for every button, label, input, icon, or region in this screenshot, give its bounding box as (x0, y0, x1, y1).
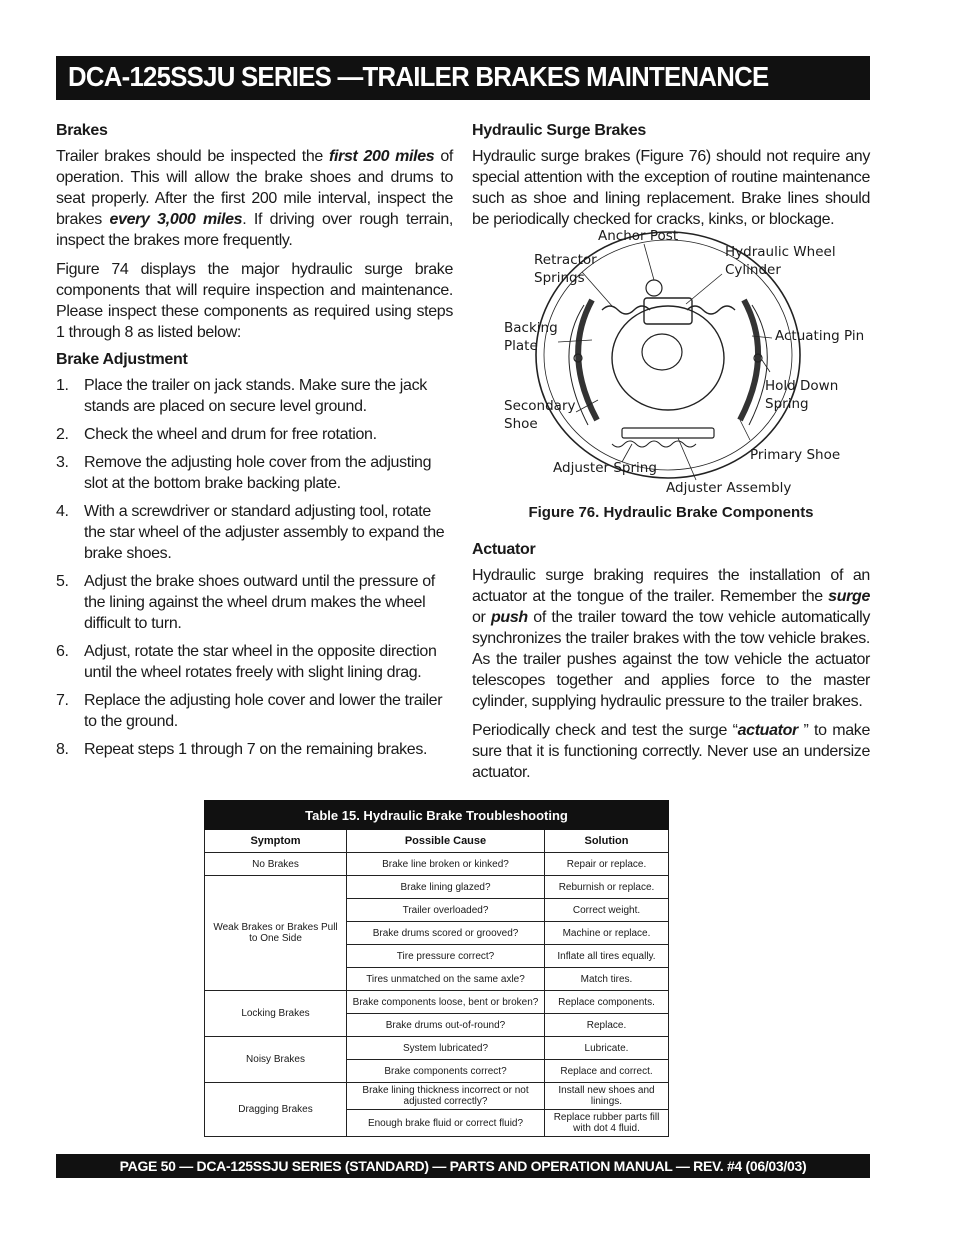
adjustment-step (56, 424, 453, 445)
label-cylinder: Cylinder (725, 262, 781, 278)
cause-cell: Brake components correct? (347, 1060, 545, 1083)
actuator-heading: Actuator (472, 541, 536, 558)
right-column (472, 122, 870, 791)
solution-cell: Machine or replace. (545, 922, 669, 945)
label-primary-shoe: Primary Shoe (750, 447, 841, 463)
cause-cell: Enough brake fluid or correct fluid? (347, 1110, 545, 1137)
solution-cell: Replace components. (545, 991, 669, 1014)
cause-cell: Brake components loose, bent or broken? (347, 991, 545, 1014)
text-run: Periodically check and test the surge “ (472, 722, 738, 739)
adjustment-step (56, 739, 453, 760)
label-retractor: Retractor (534, 252, 597, 268)
solution-cell: Match tires. (545, 968, 669, 991)
emphasis-push: push (490, 609, 528, 626)
actuator-paragraph-2 (472, 720, 870, 783)
troubleshooting-table-container (204, 800, 669, 1137)
text-run: Hydraulic surge braking requires the installation of an actuator at the tongue of the trailer. Remember the (472, 567, 870, 605)
label-adjuster-assembly: Adjuster Assembly (666, 480, 792, 496)
label-actuating-pin: Actuating Pin (775, 328, 865, 344)
retractor-spring-right (687, 306, 735, 314)
actuator-paragraph-1 (472, 565, 870, 712)
step-number: 4. (56, 503, 69, 520)
emphasis-every-3000-miles: every 3,000 miles (109, 211, 243, 228)
table-row (205, 991, 669, 1014)
cause-cell: Tire pressure correct? (347, 945, 545, 968)
label-shoe: Shoe (504, 416, 538, 432)
adjustment-step (56, 501, 453, 564)
hub-outline (612, 306, 724, 410)
step-number: 5. (56, 573, 69, 590)
step-number: 6. (56, 643, 69, 660)
step-text: Place the trailer on jack stands. Make sure the jack stands are placed on secure level ground. (84, 377, 427, 415)
text-run: or (472, 609, 491, 626)
brake-adjustment-heading: Brake Adjustment (56, 351, 188, 368)
step-text: Adjust the brake shoes outward until the pressure of the lining against the wheel drum makes the wheel difficult to turn. (84, 573, 435, 632)
label-hydraulic-wheel: Hydraulic Wheel (725, 244, 836, 260)
cause-cell: Tires unmatched on the same axle? (347, 968, 545, 991)
table-row (205, 1037, 669, 1060)
page-footer-bar (56, 1154, 870, 1178)
step-text: Remove the adjusting hole cover from the adjusting slot at the bottom brake backing plate. (84, 454, 432, 492)
anchor-post-shape (646, 280, 662, 296)
step-text: Repeat steps 1 through 7 on the remaining brakes. (84, 741, 428, 758)
step-number: 8. (56, 741, 69, 758)
step-number: 2. (56, 426, 69, 443)
solution-cell: Replace. (545, 1014, 669, 1037)
label-plate: Plate (504, 338, 538, 354)
table-row (205, 853, 669, 876)
table-row (205, 876, 669, 899)
text-run: ” to make sure that it is functioning correctly. Never use an undersize actuator. (472, 722, 870, 781)
troubleshooting-table (204, 800, 669, 1137)
col-header-symptom: Symptom (205, 830, 347, 853)
solution-cell: Reburnish or replace. (545, 876, 669, 899)
adjuster-spring-shape (612, 441, 696, 447)
symptom-cell: Locking Brakes (205, 991, 347, 1037)
left-column (56, 122, 453, 767)
label-backing: Backing (504, 320, 558, 336)
cause-cell: Brake drums scored or grooved? (347, 922, 545, 945)
symptom-cell: Weak Brakes or Brakes Pull to One Side (205, 876, 347, 991)
cause-cell: Trailer overloaded? (347, 899, 545, 922)
step-text: Adjust, rotate the star wheel in the opposite direction until the wheel rotates freely with slight lining drag. (84, 643, 437, 681)
solution-cell: Install new shoes and linings. (545, 1083, 669, 1110)
adjustment-step (56, 571, 453, 634)
emphasis-surge: surge (828, 588, 870, 605)
hub-hole (642, 334, 682, 370)
figure-caption: Figure 76. Hydraulic Brake Components (528, 504, 814, 521)
page-title-bar (56, 56, 870, 100)
step-text: Check the wheel and drum for free rotation. (84, 426, 377, 443)
adjustment-step (56, 690, 453, 732)
text-run: . If driving over rough terrain, inspect the brakes more frequently. (56, 211, 453, 249)
brakes-heading: Brakes (56, 122, 108, 139)
symptom-cell: Noisy Brakes (205, 1037, 347, 1083)
adjustment-steps-list (56, 375, 453, 760)
text-run: Trailer brakes should be inspected the (56, 148, 329, 165)
label-hold-down: Hold Down (765, 378, 839, 394)
table-caption: Table 15. Hydraulic Brake Troubleshooting (205, 801, 669, 830)
solution-cell: Correct weight. (545, 899, 669, 922)
surge-brakes-paragraph: Hydraulic surge brakes (Figure 76) should not require any special attention with the exception of routine maintenance such as shoe and lining replacement. Brake lines should be periodically checked for cracks, kinks, or blockage. (472, 148, 870, 228)
retractor-spring-left (602, 306, 650, 314)
step-number: 7. (56, 692, 69, 709)
primary-shoe-shape (740, 300, 758, 420)
solution-cell: Lubricate. (545, 1037, 669, 1060)
label-adjuster-spring: Adjuster Spring (553, 460, 657, 476)
solution-cell: Replace rubber parts fill with dot 4 fluid. (545, 1110, 669, 1137)
emphasis-first-200-miles: first 200 miles (329, 148, 435, 165)
col-header-solution: Solution (545, 830, 669, 853)
wheel-cylinder-shape (644, 298, 692, 324)
step-number: 3. (56, 454, 69, 471)
label-anchor-post: Anchor Post (598, 230, 679, 244)
solution-cell: Repair or replace. (545, 853, 669, 876)
solution-cell: Inflate all tires equally. (545, 945, 669, 968)
label-secondary: Secondary (504, 398, 576, 414)
cause-cell: Brake lining thickness incorrect or not adjusted correctly? (347, 1083, 545, 1110)
step-text: Replace the adjusting hole cover and lower the trailer to the ground. (84, 692, 443, 730)
adjustment-step (56, 375, 453, 417)
text-run: of the trailer toward the tow vehicle automatically synchronizes the trailer brakes with the tow vehicle brakes. As the trailer pushes against the tow vehicle the actuator telescopes together and applies force to the master cylinder, supplying hydraulic pressure to the trailer brakes. (472, 609, 870, 710)
table-row (205, 1083, 669, 1110)
cause-cell: Brake drums out-of-round? (347, 1014, 545, 1037)
emphasis-actuator: actuator (737, 722, 798, 739)
col-header-possible-cause: Possible Cause (347, 830, 545, 853)
label-spring: Spring (765, 396, 809, 412)
page-footer-text: PAGE 50 — DCA-125SSJU SERIES (STANDARD) — PARTS AND OPERATION MANUAL — REV. #4 (06/03/03) (119, 1158, 807, 1174)
page-title: DCA-125SSJU SERIES —TRAILER BRAKES MAINTENANCE (68, 61, 769, 92)
step-text: With a screwdriver or standard adjusting tool, rotate the star wheel of the adjuster assembly to expand the brake shoes. (84, 503, 445, 562)
text-run: of operation. This will allow the brake shoes and drums to seat properly. After the first 200 mile interval, inspect the brakes (56, 148, 453, 228)
brakes-paragraph-1 (56, 146, 453, 251)
brakes-paragraph-2: Figure 74 displays the major hydraulic surge brake components that will require inspection and maintenance. Please inspect these components as required using steps 1 through 8 as listed below: (56, 261, 453, 341)
symptom-cell: No Brakes (205, 853, 347, 876)
symptom-cell: Dragging Brakes (205, 1083, 347, 1137)
adjustment-step (56, 641, 453, 683)
solution-cell: Replace and correct. (545, 1060, 669, 1083)
brake-diagram (472, 230, 870, 500)
adjustment-step (56, 452, 453, 494)
hydraulic-surge-brakes-heading: Hydraulic Surge Brakes (472, 122, 646, 139)
cause-cell: Brake lining glazed? (347, 876, 545, 899)
cause-cell: Brake line broken or kinked? (347, 853, 545, 876)
step-number: 1. (56, 377, 69, 394)
cause-cell: System lubricated? (347, 1037, 545, 1060)
label-springs: Springs (534, 270, 585, 286)
adjuster-assembly-shape (622, 428, 714, 438)
brake-components-figure (472, 230, 870, 500)
